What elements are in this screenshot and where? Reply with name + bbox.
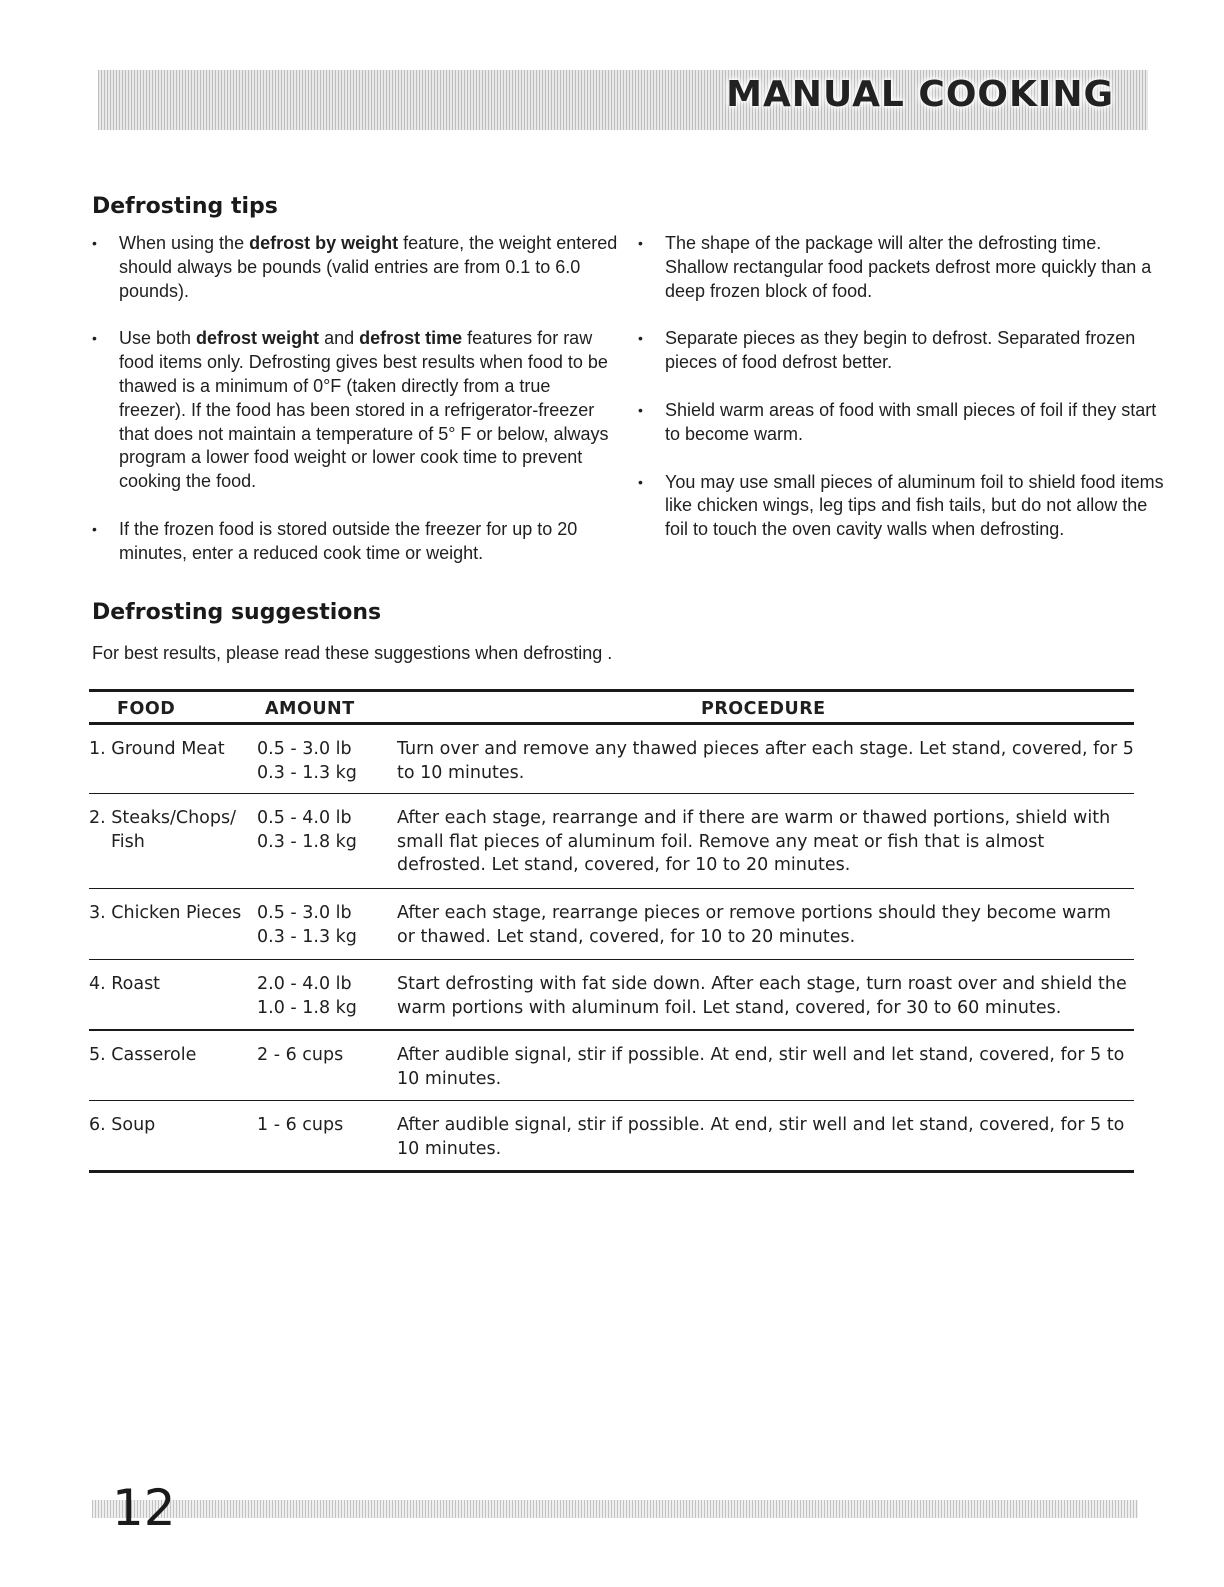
tip-item: • You may use small pieces of aluminum foil to shield food items like chicken wings, leg tips and fish tails, but do not allow the foil to touch the oven cavity walls when defrosting.	[638, 471, 1166, 542]
tips-right-column	[638, 232, 1166, 542]
food-cell: 5. Casserole	[89, 1045, 197, 1065]
table-row	[89, 725, 1134, 793]
header-amount: AMOUNT	[265, 699, 355, 719]
footer-bar	[92, 1500, 1138, 1518]
table-row	[89, 889, 1134, 959]
amount-cell: 0.5 - 3.0 lb 0.3 - 1.3 kg	[257, 739, 357, 783]
table-row	[89, 1101, 1134, 1170]
tip-item: • If the frozen food is stored outside the freezer for up to 20 minutes, enter a reduced cook time or weight.	[92, 518, 620, 566]
table-header-row	[89, 692, 1134, 722]
tip-item: • Use both defrost weight and defrost time features for raw food items only. Defrosting gives best results when food to be thawed is a minimum of 0°F (taken directly from a true freezer). If the food has been stored in a refrigerator-freezer that does not maintain a temperature of 5° F or below, always program a lower food weight or lower cook time to prevent cooking the food.	[92, 327, 620, 494]
procedure-cell: Turn over and remove any thawed pieces after each stage. Let stand, covered, for 5 to 10 minutes.	[397, 739, 1134, 783]
amount-cell: 0.5 - 4.0 lb 0.3 - 1.8 kg	[257, 808, 357, 852]
section-banner	[98, 70, 1148, 130]
procedure-cell: After audible signal, stir if possible. At end, stir well and let stand, covered, for 5 to 10 minutes.	[397, 1115, 1125, 1159]
amount-cell: 1 - 6 cups	[257, 1115, 344, 1135]
food-cell: 1. Ground Meat	[89, 739, 225, 759]
procedure-cell: After each stage, rearrange pieces or remove portions should they become warm or thawed. Let stand, covered, for 10 to 20 minutes.	[397, 903, 1111, 947]
defrost-table	[89, 689, 1134, 1173]
defrosting-suggestions-heading: Defrosting suggestions	[92, 600, 382, 625]
section-title: MANUAL COOKING	[726, 74, 1114, 115]
tips-left-column	[92, 232, 620, 566]
procedure-cell: After audible signal, stir if possible. At end, stir well and let stand, covered, for 5 to 10 minutes.	[397, 1045, 1125, 1089]
amount-cell: 2.0 - 4.0 lb 1.0 - 1.8 kg	[257, 974, 357, 1018]
defrosting-tips-heading: Defrosting tips	[92, 194, 278, 219]
table-row	[89, 1031, 1134, 1100]
tip-item: • The shape of the package will alter the defrosting time. Shallow rectangular food packets defrost more quickly than a deep frozen block of food.	[638, 232, 1166, 303]
procedure-cell: Start defrosting with fat side down. After each stage, turn roast over and shield the warm portions with aluminum foil. Let stand, covered, for 30 to 60 minutes.	[397, 974, 1127, 1018]
tip-item: • Separate pieces as they begin to defrost. Separated frozen pieces of food defrost better.	[638, 327, 1166, 375]
header-procedure: PROCEDURE	[701, 699, 826, 719]
suggestions-intro: For best results, please read these suggestions when defrosting .	[92, 643, 613, 663]
page-number: 12	[112, 1479, 176, 1537]
food-cell: 3. Chicken Pieces	[89, 903, 242, 923]
tip-item: • When using the defrost by weight feature, the weight entered should always be pounds (valid entries are from 0.1 to 6.0 pounds).	[92, 232, 620, 303]
amount-cell: 2 - 6 cups	[257, 1045, 344, 1065]
amount-cell: 0.5 - 3.0 lb 0.3 - 1.3 kg	[257, 903, 357, 947]
tip-item: • Shield warm areas of food with small pieces of foil if they start to become warm.	[638, 399, 1166, 447]
procedure-cell: After each stage, rearrange and if there are warm or thawed portions, shield with small flat pieces of aluminum foil. Remove any meat or fish that is almost defrosted. Let stand, covered, for 10 to 20 minutes.	[397, 808, 1111, 876]
food-cell: 6. Soup	[89, 1115, 156, 1135]
table-bottom-rule	[89, 1170, 1134, 1173]
table-row	[89, 960, 1134, 1029]
food-cell: 4. Roast	[89, 974, 161, 994]
table-row	[89, 794, 1134, 888]
header-food: FOOD	[117, 699, 176, 719]
food-cell: 2. Steaks/Chops/ Fish	[89, 808, 237, 852]
